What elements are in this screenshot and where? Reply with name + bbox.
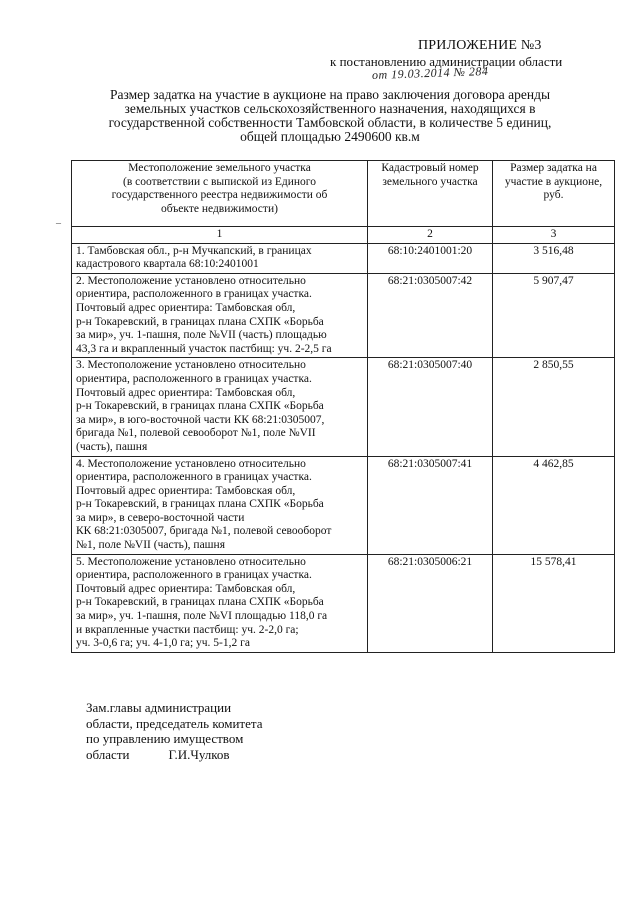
title-line: Размер задатка на участие в аукционе на право заключения договора аренды	[109, 87, 551, 102]
decree-reference: к постановлению администрации области	[330, 54, 563, 69]
table-row	[72, 243, 615, 273]
cadastral-cell: 68:21:0305007:42	[368, 273, 493, 358]
column-number-row	[72, 227, 615, 244]
signature-block	[86, 700, 262, 762]
handwritten-decree-date: от 19.03.2014 № 284	[371, 63, 489, 82]
title-line: земельных участков сельскохозяйственного назначения, находящихся в	[124, 101, 536, 116]
cadastral-cell: 68:10:2401001:20	[368, 243, 493, 273]
header-cadastral: Кадастровый номер земельного участка	[368, 161, 493, 227]
location-cell: 5. Местоположение установлено относительно ориентира, расположенного в границах участка. Почтовый адрес ориентира: Тамбовская обл, р-н Токаревский, в границах плана СХПК «Борьба за мир», уч. 1-пашня, поле №VI площадью 118,0 га и вкрапленные участки пастбищ: уч. 2-2,0 га; уч. 3-0,6 га; уч. 4-1,0 га; уч. 5-1,2 га	[72, 554, 368, 652]
table-row	[72, 273, 615, 358]
document-title	[60, 88, 600, 144]
deposit-table	[71, 160, 615, 653]
location-cell: 1. Тамбовская обл., р-н Мучкапский, в границах кадастрового квартала 68:10:2401001	[72, 243, 368, 273]
deposit-cell: 3 516,48	[493, 243, 615, 273]
signature-line: области Г.И.Чулков	[86, 746, 230, 762]
table-header-row	[72, 161, 615, 227]
table-row	[72, 554, 615, 652]
title-line: общей площадью 2490600 кв.м	[240, 129, 420, 144]
column-number: 3	[493, 227, 615, 244]
table-row	[72, 456, 615, 554]
margin-mark: –	[56, 218, 61, 229]
signature-line: области, председатель комитета	[86, 715, 263, 731]
appendix-title: ПРИЛОЖЕНИЕ №3	[418, 38, 542, 53]
location-cell: 3. Местоположение установлено относительно ориентира, расположенного в границах участка. Почтовый адрес ориентира: Тамбовская обл, р-н Токаревский, в границах плана СХПК «Борьба за мир», в юго-восточной части КК 68:21:0305007, бригада №1, полевой севооборот №1, поле №VII (часть), пашня	[72, 358, 368, 456]
cadastral-cell: 68:21:0305007:40	[368, 358, 493, 456]
location-cell: 4. Местоположение установлено относительно ориентира, расположенного в границах участка. Почтовый адрес ориентира: Тамбовская обл, р-н Токаревский, в границах плана СХПК «Борьба за мир», в северо-восточной части КК 68:21:0305007, бригада №1, полевой севооборот №1, поле №VII (часть), пашня	[72, 456, 368, 554]
cadastral-cell: 68:21:0305006:21	[368, 554, 493, 652]
column-number: 1	[72, 227, 368, 244]
cadastral-cell: 68:21:0305007:41	[368, 456, 493, 554]
column-number: 2	[368, 227, 493, 244]
deposit-cell: 15 578,41	[493, 554, 615, 652]
signature-line: по управлению имуществом	[86, 731, 244, 746]
deposit-cell: 4 462,85	[493, 456, 615, 554]
deposit-cell: 2 850,55	[493, 358, 615, 456]
signature-line: Зам.главы администрации	[86, 700, 232, 715]
header-location: Местоположение земельного участка (в соответствии с выпиской из Единого государственного реестра недвижимости об объекте недвижимости)	[72, 161, 368, 227]
title-line: государственной собственности Тамбовской области, в количестве 5 единиц,	[108, 115, 552, 130]
deposit-cell: 5 907,47	[493, 273, 615, 358]
location-cell: 2. Местоположение установлено относительно ориентира, расположенного в границах участка. Почтовый адрес ориентира: Тамбовская обл, р-н Токаревский, в границах плана СХПК «Борьба за мир», уч. 1-пашня, поле №VII (часть) площадью 43,3 га и вкрапленный участок пастбищ: уч. 2-2,5 га	[72, 273, 368, 358]
table-row	[72, 358, 615, 456]
header-deposit: Размер задатка на участие в аукционе, руб.	[493, 161, 615, 227]
